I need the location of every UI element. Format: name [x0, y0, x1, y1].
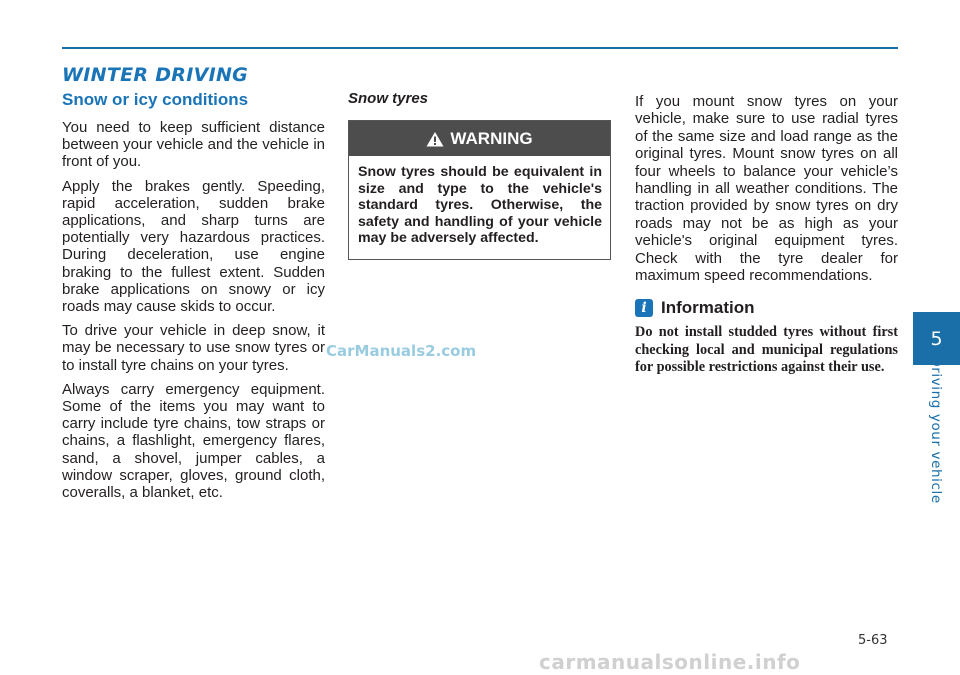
top-rule — [62, 47, 898, 49]
paragraph: To drive your vehicle in deep snow, it may be necessary to use snow tyres or to install tyre chains on your tyres. — [62, 322, 325, 374]
watermark-carmanuals2: CarManuals2.com — [326, 342, 477, 360]
heading-snow-tyres: Snow tyres — [348, 90, 429, 107]
information-header — [635, 298, 898, 318]
paragraph: If you mount snow tyres on your vehicle, make sure to use radial tyres of the same size and load range as the original tyres. Mount snow tyres on all four wheels to balance your vehicle’s handling in all weather conditions. The traction provided by snow tyres on dry roads may not be as high as your vehicle's original equipment tyres. Check with the tyre dealer for maximum speed recommendations. — [635, 93, 898, 285]
warning-title: WARNING — [450, 128, 533, 148]
chapter-tab: 5 — [913, 312, 960, 365]
warning-header — [349, 121, 610, 156]
column-snow-icy-conditions — [62, 90, 325, 508]
information-title: Information — [661, 298, 755, 318]
watermark-carmanualsonline: carmanualsonline.info — [539, 650, 801, 674]
paragraph: Apply the brakes gently. Speeding, rapid acceleration, sudden brake applications, and sharp turns are potentially very hazardous practices. During deceleration, use engine braking to the fullest extent. Sudden brake applications on snowy or icy roads may cause skids to occur. — [62, 177, 325, 316]
chapter-title: Driving your vehicle — [928, 356, 944, 504]
info-icon: i — [635, 299, 653, 317]
warning-triangle-icon — [426, 131, 444, 147]
paragraph: You need to keep sufficient distance between your vehicle and the vehicle in front of you. — [62, 119, 325, 171]
heading-snow-icy-conditions: Snow or icy conditions — [62, 90, 249, 109]
page-number: 5-63 — [858, 633, 888, 648]
warning-body: Snow tyres should be equivalent in size and type to the vehicle's standard tyres. Otherwise, the safety and handling of your vehicle may be adversely affected. — [358, 164, 602, 247]
information-body: Do not install studded tyres without first checking local and municipal regulations for possible restrictions against their use. — [635, 324, 898, 376]
section-title: WINTER DRIVING — [62, 64, 249, 86]
column-snow-tyres-continued — [635, 93, 898, 377]
warning-box — [348, 120, 611, 260]
paragraph: Always carry emergency equipment. Some of the items you may want to carry include tyre chains, tow straps or chains, a flashlight, emergency flares, sand, a shovel, jumper cables, a window scraper, gloves, ground cloth, coveralls, a blanket, etc. — [62, 380, 325, 502]
column-snow-tyres — [348, 90, 611, 260]
